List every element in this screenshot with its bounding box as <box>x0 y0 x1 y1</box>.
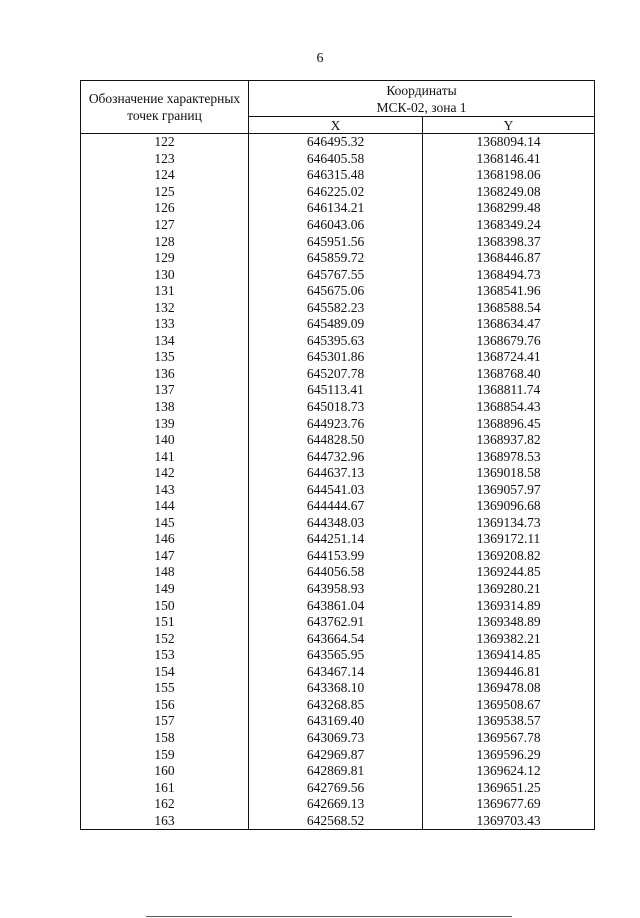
table-row <box>81 366 595 383</box>
x-coordinate-cell: 645301.86 <box>249 349 423 366</box>
x-coordinate-cell: 645113.41 <box>249 382 423 399</box>
y-coordinate-cell: 1368724.41 <box>423 349 595 366</box>
point-number-cell: 146 <box>81 531 249 548</box>
x-coordinate-cell: 643069.73 <box>249 730 423 747</box>
point-number-cell: 158 <box>81 730 249 747</box>
x-coordinate-cell: 643268.85 <box>249 697 423 714</box>
x-coordinate-cell: 643861.04 <box>249 597 423 614</box>
y-coordinate-cell: 1369508.67 <box>423 697 595 714</box>
table-row <box>81 614 595 631</box>
x-coordinate-cell: 643565.95 <box>249 647 423 664</box>
table-header <box>81 81 595 134</box>
point-number-cell: 147 <box>81 548 249 565</box>
table-row <box>81 581 595 598</box>
table-row <box>81 399 595 416</box>
point-number-cell: 128 <box>81 233 249 250</box>
y-coordinate-cell: 1368634.47 <box>423 316 595 333</box>
table-row <box>81 465 595 482</box>
x-coordinate-cell: 644828.50 <box>249 432 423 449</box>
point-number-cell: 127 <box>81 217 249 234</box>
x-coordinate-cell: 644251.14 <box>249 531 423 548</box>
y-coordinate-cell: 1368937.82 <box>423 432 595 449</box>
point-number-cell: 122 <box>81 134 249 151</box>
y-coordinate-cell: 1369096.68 <box>423 498 595 515</box>
x-coordinate-cell: 645767.55 <box>249 266 423 283</box>
table-row <box>81 233 595 250</box>
table-row <box>81 763 595 780</box>
point-number-cell: 129 <box>81 250 249 267</box>
point-number-cell: 151 <box>81 614 249 631</box>
x-coordinate-cell: 645951.56 <box>249 233 423 250</box>
table-row <box>81 134 595 151</box>
table-row <box>81 316 595 333</box>
table-row <box>81 299 595 316</box>
point-number-cell: 130 <box>81 266 249 283</box>
y-coordinate-cell: 1368811.74 <box>423 382 595 399</box>
y-coordinate-cell: 1369208.82 <box>423 548 595 565</box>
table-row <box>81 217 595 234</box>
x-coordinate-cell: 642769.56 <box>249 779 423 796</box>
point-number-cell: 140 <box>81 432 249 449</box>
table-row <box>81 266 595 283</box>
y-coordinate-cell: 1369703.43 <box>423 812 595 829</box>
x-coordinate-cell: 646315.48 <box>249 167 423 184</box>
y-coordinate-cell: 1368768.40 <box>423 366 595 383</box>
y-coordinate-cell: 1369414.85 <box>423 647 595 664</box>
point-number-cell: 132 <box>81 299 249 316</box>
point-number-cell: 161 <box>81 779 249 796</box>
x-coordinate-cell: 643762.91 <box>249 614 423 631</box>
coordinates-group-header <box>249 81 595 117</box>
y-coordinate-cell: 1368299.48 <box>423 200 595 217</box>
points-column-header: Обозначение характерных точек границ <box>81 81 249 134</box>
x-coordinate-cell: 646134.21 <box>249 200 423 217</box>
x-coordinate-cell: 646405.58 <box>249 151 423 168</box>
point-number-cell: 154 <box>81 664 249 681</box>
table-row <box>81 531 595 548</box>
x-coordinate-cell: 643664.54 <box>249 630 423 647</box>
point-number-cell: 153 <box>81 647 249 664</box>
table-row <box>81 746 595 763</box>
point-number-cell: 157 <box>81 713 249 730</box>
y-coordinate-cell: 1369538.57 <box>423 713 595 730</box>
table-row <box>81 167 595 184</box>
x-coordinate-cell: 646225.02 <box>249 184 423 201</box>
y-coordinate-cell: 1369446.81 <box>423 664 595 681</box>
point-number-cell: 163 <box>81 812 249 829</box>
point-number-cell: 138 <box>81 399 249 416</box>
y-coordinate-cell: 1369280.21 <box>423 581 595 598</box>
table-row <box>81 415 595 432</box>
table-row <box>81 283 595 300</box>
y-coordinate-cell: 1369244.85 <box>423 564 595 581</box>
table-row <box>81 680 595 697</box>
x-coordinate-cell: 645489.09 <box>249 316 423 333</box>
point-number-cell: 160 <box>81 763 249 780</box>
point-number-cell: 137 <box>81 382 249 399</box>
y-coordinate-cell: 1369624.12 <box>423 763 595 780</box>
y-coordinate-cell: 1369057.97 <box>423 481 595 498</box>
point-number-cell: 145 <box>81 515 249 532</box>
y-coordinate-cell: 1368679.76 <box>423 333 595 350</box>
table-row <box>81 730 595 747</box>
table-row <box>81 515 595 532</box>
table-row <box>81 597 595 614</box>
y-coordinate-cell: 1368588.54 <box>423 299 595 316</box>
table-row <box>81 812 595 829</box>
x-coordinate-cell: 645207.78 <box>249 366 423 383</box>
y-coordinate-cell: 1369567.78 <box>423 730 595 747</box>
x-coordinate-cell: 644056.58 <box>249 564 423 581</box>
x-coordinate-cell: 645675.06 <box>249 283 423 300</box>
point-number-cell: 124 <box>81 167 249 184</box>
x-coordinate-cell: 642568.52 <box>249 812 423 829</box>
y-coordinate-cell: 1368978.53 <box>423 448 595 465</box>
y-coordinate-cell: 1369596.29 <box>423 746 595 763</box>
table-row <box>81 713 595 730</box>
point-number-cell: 133 <box>81 316 249 333</box>
y-coordinate-cell: 1368198.06 <box>423 167 595 184</box>
point-number-cell: 148 <box>81 564 249 581</box>
y-coordinate-cell: 1369478.08 <box>423 680 595 697</box>
point-number-cell: 125 <box>81 184 249 201</box>
x-coordinate-cell: 645859.72 <box>249 250 423 267</box>
page-number: 6 <box>316 51 324 66</box>
x-coordinate-cell: 643169.40 <box>249 713 423 730</box>
table-row <box>81 432 595 449</box>
point-number-cell: 136 <box>81 366 249 383</box>
point-number-cell: 144 <box>81 498 249 515</box>
table-row <box>81 250 595 267</box>
table-row <box>81 481 595 498</box>
table-row <box>81 548 595 565</box>
x-coordinate-cell: 642969.87 <box>249 746 423 763</box>
table-row <box>81 349 595 366</box>
point-number-cell: 155 <box>81 680 249 697</box>
x-coordinate-cell: 646495.32 <box>249 134 423 151</box>
y-column-header: Y <box>423 117 595 134</box>
x-coordinate-cell: 644153.99 <box>249 548 423 565</box>
coordinates-table <box>80 80 595 830</box>
point-number-cell: 126 <box>81 200 249 217</box>
x-coordinate-cell: 644541.03 <box>249 481 423 498</box>
point-number-cell: 143 <box>81 481 249 498</box>
point-number-cell: 123 <box>81 151 249 168</box>
x-coordinate-cell: 643368.10 <box>249 680 423 697</box>
table-row <box>81 200 595 217</box>
bottom-rule <box>146 916 512 917</box>
coordinates-title: Координаты <box>386 82 457 98</box>
y-coordinate-cell: 1369348.89 <box>423 614 595 631</box>
x-coordinate-cell: 642669.13 <box>249 796 423 813</box>
x-coordinate-cell: 645395.63 <box>249 333 423 350</box>
point-number-cell: 141 <box>81 448 249 465</box>
y-coordinate-cell: 1369018.58 <box>423 465 595 482</box>
point-number-cell: 131 <box>81 283 249 300</box>
point-number-cell: 156 <box>81 697 249 714</box>
table-row <box>81 647 595 664</box>
x-coordinate-cell: 644348.03 <box>249 515 423 532</box>
table-row <box>81 630 595 647</box>
y-coordinate-cell: 1368146.41 <box>423 151 595 168</box>
point-number-cell: 149 <box>81 581 249 598</box>
table-row <box>81 333 595 350</box>
x-coordinate-cell: 646043.06 <box>249 217 423 234</box>
point-number-cell: 139 <box>81 415 249 432</box>
table-row <box>81 448 595 465</box>
table-row <box>81 184 595 201</box>
point-number-cell: 135 <box>81 349 249 366</box>
y-coordinate-cell: 1368854.43 <box>423 399 595 416</box>
x-column-header: X <box>249 117 423 134</box>
y-coordinate-cell: 1369314.89 <box>423 597 595 614</box>
point-number-cell: 134 <box>81 333 249 350</box>
table-row <box>81 498 595 515</box>
table-row <box>81 151 595 168</box>
y-coordinate-cell: 1368398.37 <box>423 233 595 250</box>
y-coordinate-cell: 1368446.87 <box>423 250 595 267</box>
y-coordinate-cell: 1368349.24 <box>423 217 595 234</box>
point-number-cell: 159 <box>81 746 249 763</box>
x-coordinate-cell: 644637.13 <box>249 465 423 482</box>
table-row <box>81 664 595 681</box>
point-number-cell: 150 <box>81 597 249 614</box>
y-coordinate-cell: 1368896.45 <box>423 415 595 432</box>
x-coordinate-cell: 645582.23 <box>249 299 423 316</box>
x-coordinate-cell: 644444.67 <box>249 498 423 515</box>
table-row <box>81 382 595 399</box>
x-coordinate-cell: 645018.73 <box>249 399 423 416</box>
y-coordinate-cell: 1368094.14 <box>423 134 595 151</box>
table-row <box>81 697 595 714</box>
y-coordinate-cell: 1368249.08 <box>423 184 595 201</box>
y-coordinate-cell: 1368541.96 <box>423 283 595 300</box>
y-coordinate-cell: 1369172.11 <box>423 531 595 548</box>
x-coordinate-cell: 644923.76 <box>249 415 423 432</box>
coordinate-system-label: МСК-02, зона 1 <box>376 99 467 115</box>
y-coordinate-cell: 1369677.69 <box>423 796 595 813</box>
y-coordinate-cell: 1369382.21 <box>423 630 595 647</box>
table-body <box>81 134 595 830</box>
y-coordinate-cell: 1368494.73 <box>423 266 595 283</box>
x-coordinate-cell: 643958.93 <box>249 581 423 598</box>
y-coordinate-cell: 1369651.25 <box>423 779 595 796</box>
table-row <box>81 564 595 581</box>
x-coordinate-cell: 642869.81 <box>249 763 423 780</box>
y-coordinate-cell: 1369134.73 <box>423 515 595 532</box>
point-number-cell: 152 <box>81 630 249 647</box>
point-number-cell: 142 <box>81 465 249 482</box>
x-coordinate-cell: 643467.14 <box>249 664 423 681</box>
table-row <box>81 779 595 796</box>
x-coordinate-cell: 644732.96 <box>249 448 423 465</box>
table-row <box>81 796 595 813</box>
point-number-cell: 162 <box>81 796 249 813</box>
